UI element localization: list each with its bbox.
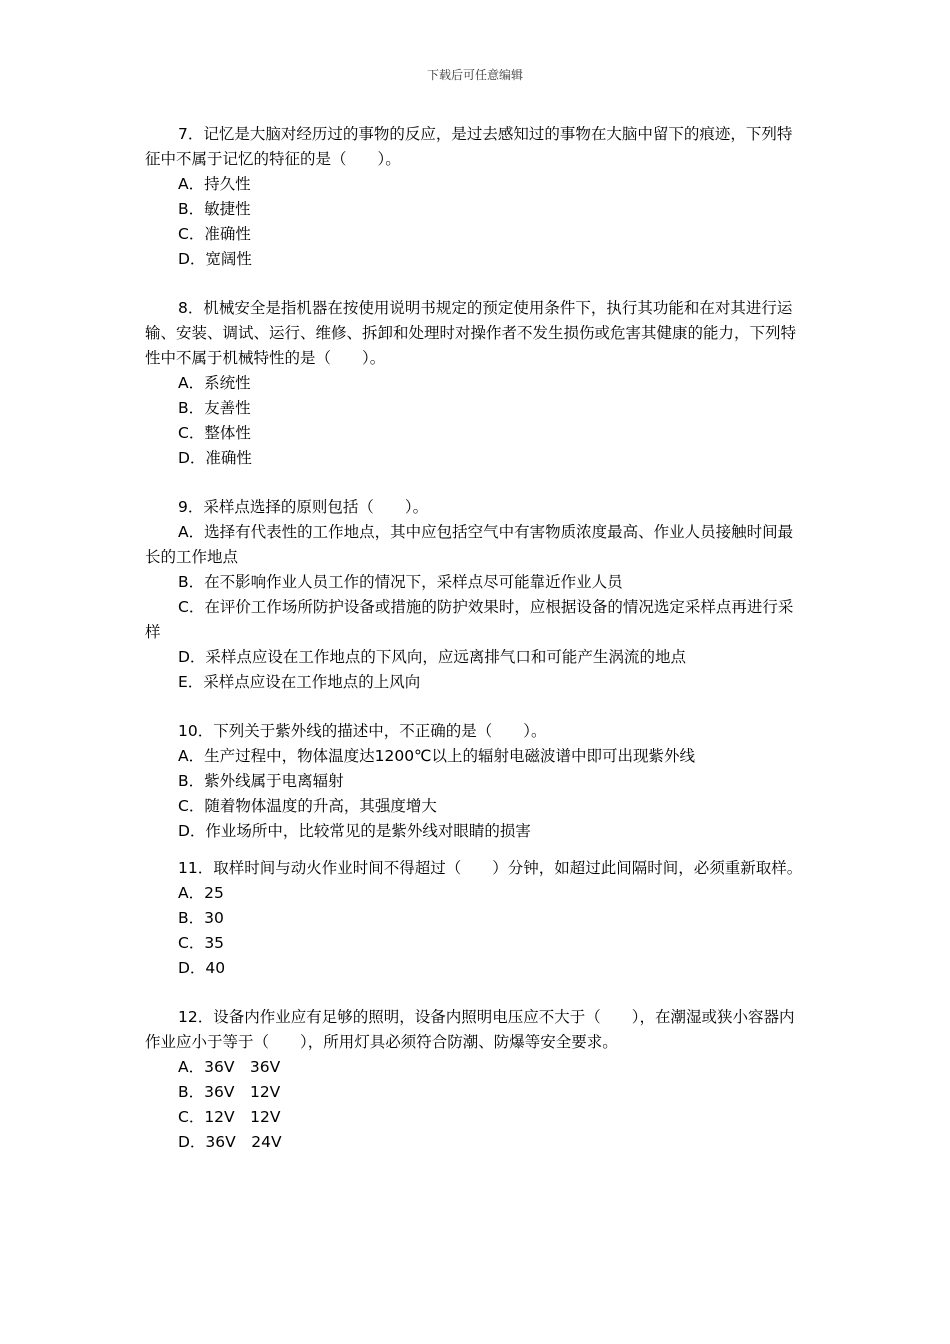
option-b: B．敏捷性 [178,200,251,218]
option-b: B．紫外线属于电离辐射 [178,772,344,790]
option-d: D．36V 24V [178,1133,282,1151]
question-stem: 8．机械安全是指机器在按使用说明书规定的预定使用条件下，执行其功能和在对其进行运输、安装、调试、运行、维修、拆卸和处理时对操作者不发生损伤或危害其健康的能力，下列特性中不属于机械特性的是（ ）。 [145,299,797,367]
option-b: B．36V 12V [178,1083,281,1101]
page-header: 下载后可任意编辑 [426,68,523,82]
option-b: B．30 [178,909,224,927]
question-9 [145,495,805,695]
option-c: C．12V 12V [178,1108,281,1126]
question-list [145,122,805,1179]
question-10 [145,719,805,844]
question-11 [145,856,805,981]
option-d: D．宽阔性 [178,250,252,268]
option-a: A．持久性 [178,175,251,193]
option-d: D．采样点应设在工作地点的下风向，应远离排气口和可能产生涡流的地点 [178,648,686,666]
option-a: A．生产过程中，物体温度达1200℃以上的辐射电磁波谱中即可出现紫外线 [178,747,695,765]
question-8 [145,296,805,471]
question-stem: 10．下列关于紫外线的描述中，不正确的是（ ）。 [178,722,547,740]
option-a: A．选择有代表性的工作地点，其中应包括空气中有害物质浓度最高、作业人员接触时间最长的工作地点 [145,523,794,566]
option-c: C．准确性 [178,225,251,243]
question-stem: 9．采样点选择的原则包括（ ）。 [178,498,429,516]
option-c: C．随着物体温度的升高，其强度增大 [178,797,437,815]
question-7 [145,122,805,272]
question-stem: 11．取样时间与动火作业时间不得超过（ ）分钟，如超过此间隔时间，必须重新取样。 [178,859,803,877]
option-c: C．35 [178,934,225,952]
option-d: D．40 [178,959,226,977]
option-a: A．25 [178,884,224,902]
question-stem: 12．设备内作业应有足够的照明，设备内照明电压应不大于（ ），在潮湿或狭小容器内作业应小于等于（ ），所用灯具必须符合防潮、防爆等安全要求。 [145,1008,795,1051]
option-a: A．系统性 [178,374,251,392]
question-stem: 7．记忆是大脑对经历过的事物的反应，是过去感知过的事物在大脑中留下的痕迹，下列特征中不属于记忆的特征的是（ ）。 [145,125,793,168]
option-b: B．友善性 [178,399,251,417]
option-e: E．采样点应设在工作地点的上风向 [178,673,421,691]
option-d: D．作业场所中，比较常见的是紫外线对眼睛的损害 [178,822,531,840]
option-a: A．36V 36V [178,1058,281,1076]
option-d: D．准确性 [178,449,252,467]
option-c: C．整体性 [178,424,251,442]
question-12 [145,1005,805,1155]
option-c: C．在评价工作场所防护设备或措施的防护效果时，应根据设备的情况选定采样点再进行采样 [145,598,794,641]
option-b: B．在不影响作业人员工作的情况下，采样点尽可能靠近作业人员 [178,573,623,591]
